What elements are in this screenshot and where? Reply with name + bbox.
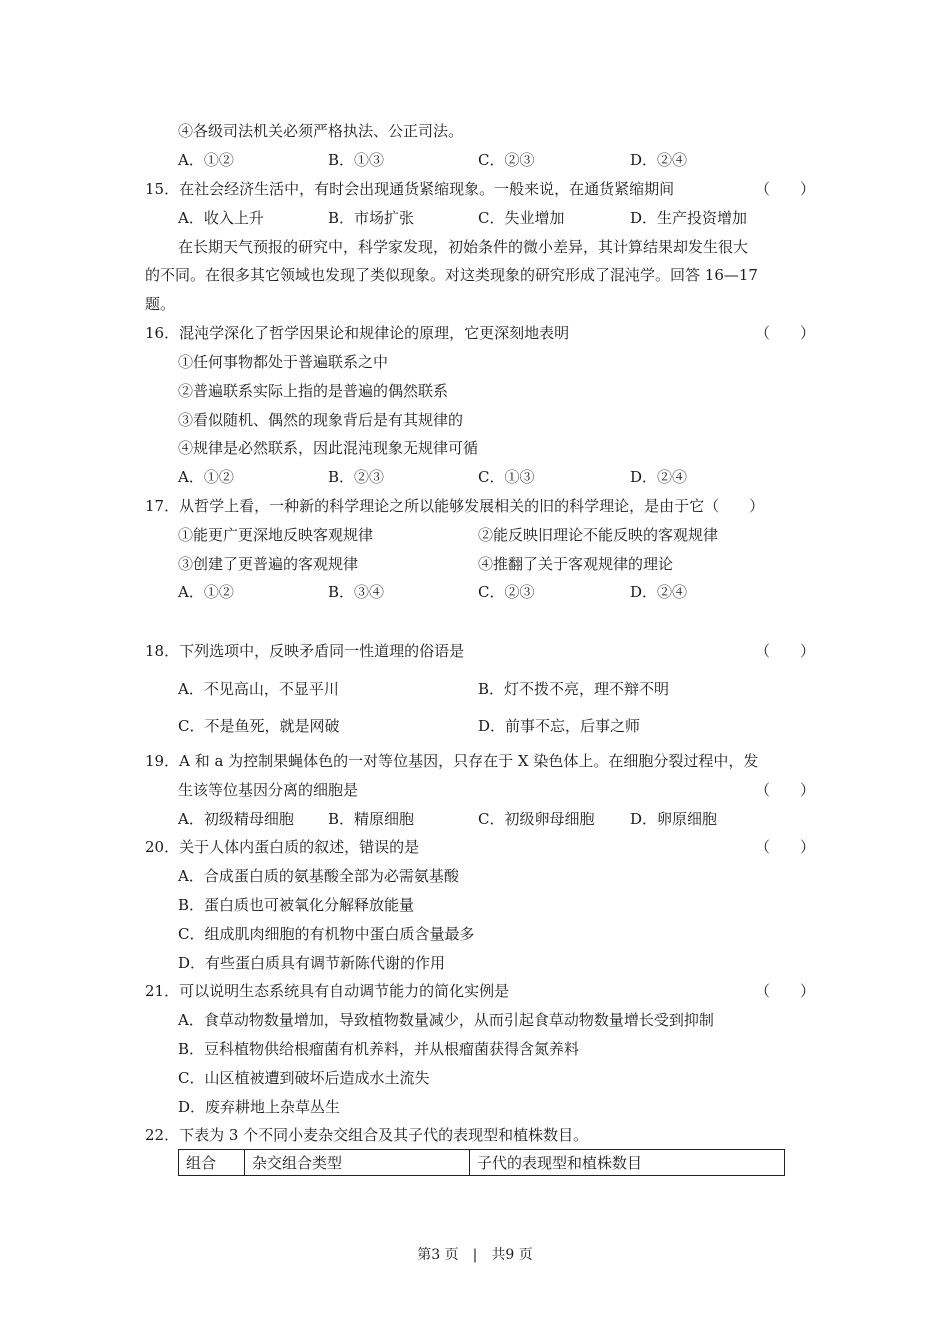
q15-option-c: C．失业增加 xyxy=(478,209,565,227)
q17-option-b: B．③④ xyxy=(328,583,385,601)
q15-answer-bracket: （ ） xyxy=(755,180,816,198)
table-header-cell: 子代的表现型和植株数目 xyxy=(470,1150,785,1176)
q19-stem-line-1: 19．A 和 a 为控制果蝇体色的一对等位基因，只存在于 X 染色体上。在细胞分裂过程中，发 xyxy=(145,752,759,770)
q16-option-d: D．②④ xyxy=(630,468,688,486)
q21-option-a: A．食草动物数量增加，导致植物数量减少，从而引起食草动物数量增长受到抑制 xyxy=(178,1011,714,1029)
q14-option-b: B．①③ xyxy=(328,151,385,169)
q21-answer-bracket: （ ） xyxy=(755,982,816,1000)
q21-option-d: D．废弃耕地上杂草丛生 xyxy=(178,1098,341,1116)
q20-option-c: C．组成肌肉细胞的有机物中蛋白质含量最多 xyxy=(178,925,475,943)
q18-option-a: A．不见高山，不显平川 xyxy=(178,680,339,698)
q20-stem: 20．关于人体内蛋白质的叙述，错误的是 xyxy=(145,838,420,856)
q17-item-1: ①能更广更深地反映客观规律 xyxy=(178,526,374,544)
q14-item-4: ④各级司法机关必须严格执法、公正司法。 xyxy=(178,122,464,140)
q16-item-4: ④规律是必然联系，因此混沌现象无规律可循 xyxy=(178,439,479,457)
q14-option-d: D．②④ xyxy=(630,151,688,169)
table-header-row xyxy=(179,1150,785,1176)
q18-option-d: D．前事不忘，后事之师 xyxy=(478,717,641,735)
q19-option-b: B．精原细胞 xyxy=(328,810,415,828)
q16-item-2: ②普遍联系实际上指的是普遍的偶然联系 xyxy=(178,382,449,400)
table-header-cell: 组合 xyxy=(179,1150,245,1176)
q17-option-c: C．②③ xyxy=(478,583,535,601)
q19-option-a: A．初级精母细胞 xyxy=(178,810,294,828)
q20-option-a: A．合成蛋白质的氨基酸全部为必需氨基酸 xyxy=(178,867,459,885)
q17-item-2: ②能反映旧理论不能反映的客观规律 xyxy=(478,526,719,544)
q19-answer-bracket: （ ） xyxy=(755,781,816,799)
q18-option-c: C．不是鱼死，就是网破 xyxy=(178,717,340,735)
q14-option-a: A．①② xyxy=(178,151,234,169)
q15-option-b: B．市场扩张 xyxy=(328,209,415,227)
q20-answer-bracket: （ ） xyxy=(755,838,816,856)
q19-stem-line-2: 生该等位基因分离的细胞是 xyxy=(178,781,359,799)
passage-line-1: 在长期天气预报的研究中，科学家发现，初始条件的微小差异，其计算结果却发生很大 xyxy=(178,238,749,256)
q18-option-b: B．灯不拨不亮，理不辩不明 xyxy=(478,680,670,698)
q14-option-c: C．②③ xyxy=(478,151,535,169)
q17-option-d: D．②④ xyxy=(630,583,688,601)
q17-option-a: A．①② xyxy=(178,583,234,601)
table-header-cell: 杂交组合类型 xyxy=(245,1150,470,1176)
q15-option-a: A．收入上升 xyxy=(178,209,264,227)
passage-line-2: 的不同。在很多其它领域也发现了类似现象。对这类现象的研究形成了混沌学。回答 16—17 xyxy=(145,266,758,284)
q21-option-c: C．山区植被遭到破坏后造成水土流失 xyxy=(178,1069,430,1087)
passage-line-3: 题。 xyxy=(145,295,176,313)
q20-option-d: D．有些蛋白质具有调节新陈代谢的作用 xyxy=(178,954,446,972)
q17-stem: 17．从哲学上看，一种新的科学理论之所以能够发展相关的旧的科学理论，是由于它（ ） xyxy=(145,497,765,515)
page-footer: 第3 页 | 共9 页 xyxy=(417,1247,533,1263)
q16-answer-bracket: （ ） xyxy=(755,324,816,342)
q16-item-3: ③看似随机、偶然的现象背后是有其规律的 xyxy=(178,411,464,429)
q20-option-b: B．蛋白质也可被氧化分解释放能量 xyxy=(178,896,415,914)
q18-answer-bracket: （ ） xyxy=(755,642,816,660)
q19-option-c: C．初级卵母细胞 xyxy=(478,810,595,828)
q21-stem: 21．可以说明生态系统具有自动调节能力的简化实例是 xyxy=(145,982,510,1000)
q15-stem: 15．在社会经济生活中，有时会出现通货紧缩现象。一般来说，在通货紧缩期间 xyxy=(145,180,675,198)
q21-option-b: B．豆科植物供给根瘤菌有机养料，并从根瘤菌获得含氮养料 xyxy=(178,1040,580,1058)
q16-option-a: A．①② xyxy=(178,468,234,486)
q18-stem: 18．下列选项中，反映矛盾同一性道理的俗语是 xyxy=(145,642,465,660)
q16-option-c: C．①③ xyxy=(478,468,535,486)
q16-item-1: ①任何事物都处于普遍联系之中 xyxy=(178,353,389,371)
q16-option-b: B．②③ xyxy=(328,468,385,486)
q15-option-d: D．生产投资增加 xyxy=(630,209,748,227)
q22-table xyxy=(178,1149,785,1176)
q16-stem: 16．混沌学深化了哲学因果论和规律论的原理，它更深刻地表明 xyxy=(145,324,570,342)
q19-option-d: D．卵原细胞 xyxy=(630,810,718,828)
q17-item-3: ③创建了更普遍的客观规律 xyxy=(178,555,359,573)
q17-item-4: ④推翻了关于客观规律的理论 xyxy=(478,555,674,573)
q22-stem: 22．下表为 3 个不同小麦杂交组合及其子代的表现型和植株数目。 xyxy=(145,1126,589,1144)
